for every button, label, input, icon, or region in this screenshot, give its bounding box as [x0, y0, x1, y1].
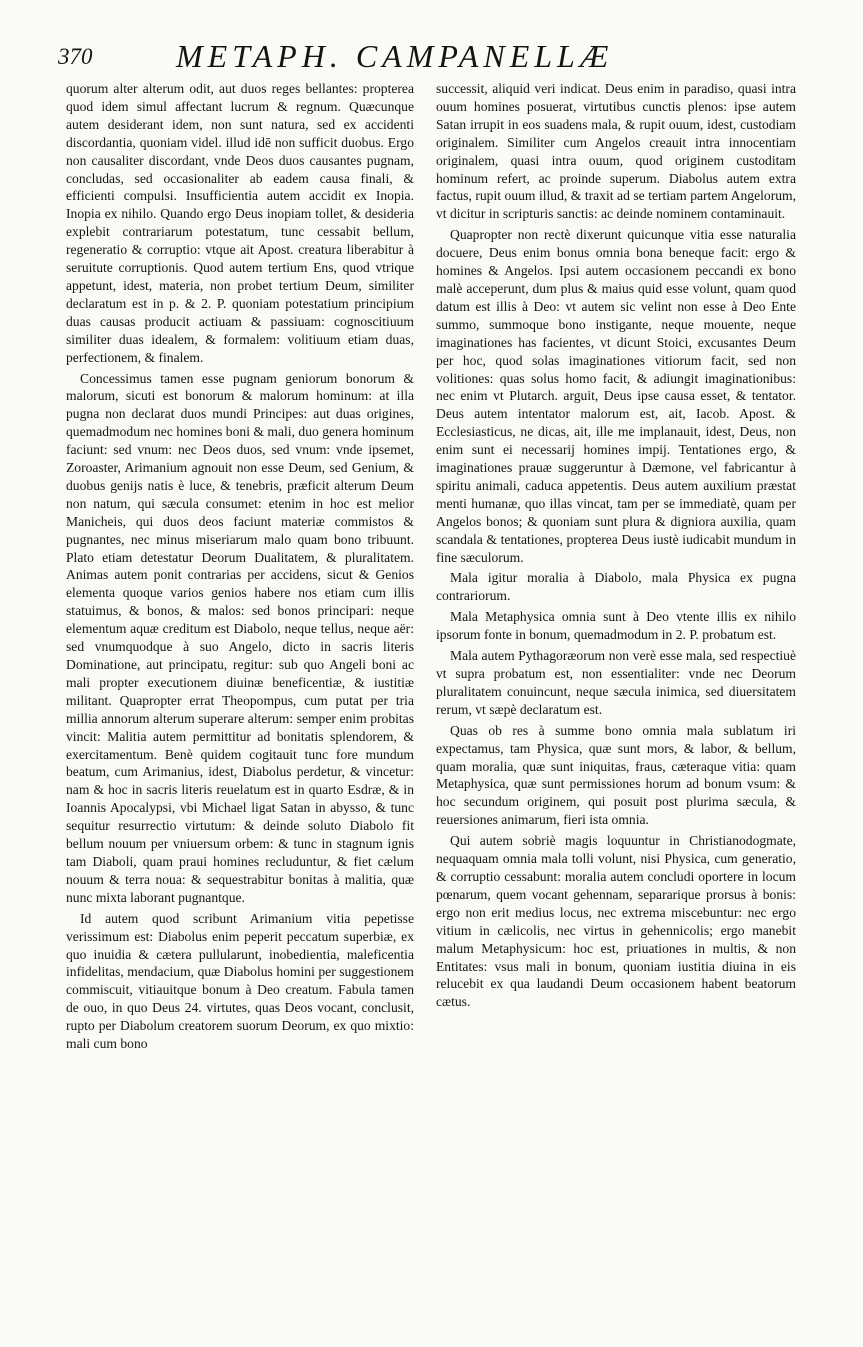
right-text-column	[436, 80, 796, 1292]
paragraph: Qui autem sobriè magis loquuntur in Christianodogmate, nequaquam omnia mala tolli volunt, nisi Physica, cum generatio, & corruptio cessabunt: moralia autem concludi oportere in locum pœnarum, quem vocant gehennam, separarique prorsus à bonis: ergo non erit medius locus, nec extrema miscebuntur: nec ergo vitium in cælicolis, nec virtus in gehennicolis; ergo manebit malum Metaphysicum: hoc est, priuationes in multis, & non Entitates: vsus mali in bonum, quoniam iustitia diuina in eis relucebit ex qua laudandi Deum occasionem habent beatorum cætus.	[436, 833, 796, 1010]
paragraph: Concessimus tamen esse pugnam geniorum bonorum & malorum, sicuti est bonorum & malorum hominum: at illa pugna non declarat duos mundi Principes: aut duas origines, quemadmodum nec homines boni & mali, duo genera hominum faciunt: sed vnum: nec Deos duos, sed vnum: vnde ipsemet, Zoroaster, Arimanium agnouit non esse Deum, sed Genium, & duobus genijs natis è luce, & tenebris, præficit alterum Deum non natum, qui sæcula consumet: etenim in hoc est melior Manicheis, qui duos deos faciunt materiæ commistos & pugnantes, nec minus miseriarum malo quam bono tribuunt. Plato etiam detestatur Deorum Dualitatem, & pluralitatem. Animas autem ponit contrarias per accidens, sicut & Genios elementa quoque varios genios habere nos etiam cum illis statuimus, & bonos, & malos: sed bonos principari: neque elementum aquæ creditum est Diabolo, neque tellus, neque aër: sed vnumquodque à suo Angelo, dicto in sacris literis Dominatione, aut principatu, regitur: sub quo Angeli boni ac mali propter executionem diuinæ beneficentiæ, & iustitiæ militant. Quapropter errat Theopompus, cum putat per tria millia annorum alterum superare alterum: semper enim probitas vincit: Malitia autem permittitur ad bonitatis splendorem, & exercitamentum. Benè quidem cogitauit tunc fore mundum beatum, cum Arimanius, idest, Diabolus perdetur, & vincetur: nam & hoc in sacris literis reuelatum est in quarto Esdræ, & in Ioannis Apocalypsi, vbi Michael ligat Satan in abysso, & tunc sequitur resurrectio virtutum: & deinde soluto Diabolo fit bellum nouum per vniuersum orbem: & tunc in stagnum ignis tam Diaboli, quam praui homines recluduntur, & fiet cælum nouum & terra noua: & sequestrabitur bonitas à malitia, quæ nunc mixta laborant pugnantque.	[66, 370, 414, 905]
paragraph: Quas ob res à summe bono omnia mala sublatum iri expectamus, tam Physica, quæ sunt mors, & labor, & bellum, quam moralia, quæ sunt iniquitas, fraus, cæteraque vitia: quam Metaphysica, quæ sunt permissiones horum ad bonum vsum: & hoc secundum originem, qui posuit post plurima sæcula, & reuersiones animarum, fieri ista omnia.	[436, 722, 796, 828]
paragraph: Mala Metaphysica omnia sunt à Deo vtente illis ex nihilo ipsorum fonte in bonum, quemadmodum in 2. P. probatum est.	[436, 609, 796, 643]
paragraph: quorum alter alterum odit, aut duos reges bellantes: propterea quod idem simul affectant lucrum & regnum. Quæcunque autem desiderant idem, non sunt natura, sed ex accidenti discordantia, quoniam videl. illud idē non sufficit duobus. Ergo non causaliter discordant, vnde Deos duos causantes pugnam, concludas, sed occasionaliter ab eadem causa finali, & efficienti compulsi. Insufficientia autem accidit ex Inopia. Inopia ex nihilo. Quando ergo Deus inopiam tollet, & desideria explebit contrariarum potestatum, tunc cessabit bellum, regeneratio & corruptio: vtque ait Apost. creatura liberabitur à seruitute corruptionis. Quod autem tertium Ens, quod vtrique appetunt, idest, materia, non probet tertium Deum, similiter declaratum est in p. & 2. P. quoniam potestatium principium duas causas producit actiuam & passiuam: cognoscitiuum similiter duas idealem, & formalem: volitiuum etiam duas, perfectionem, & finalem.	[66, 81, 414, 365]
paragraph: successit, aliquid veri indicat. Deus enim in paradiso, quasi intra ouum homines posuerat, virtutibus cunctis plenos: ipse autem Satan irrupit in eos suadens mala, & rupit ouum, idest, custodiam originalem. Similiter cum Angelos creauit intra innocentiam originalem, quasi intra ouum, quod originem custoditam hominum refert, ac proinde superum. Diabolus autem extra factus, rupit ouum illud, & traxit ad se tertiam partem Angelorum, vt dicitur in scripturis sanctis: ac deinde nominem contaminauit.	[436, 81, 796, 222]
left-text-column	[66, 80, 414, 1292]
page-header	[58, 38, 808, 78]
paragraph: Quapropter non rectè dixerunt quicunque vitia esse naturalia docuere, Deus enim bonus omnia bona beneque facit: ergo & homines & Angelos. Ipsi autem occasionem peccandi ex bono malè acceperunt, dum plus & maius quid esse volunt, quam quod datum est illis à Deo: vt autem sic velint non esse à Deo Ente summo, summoque bono instigante, neque mouente, neque imaginationes has facientes, vt dicunt Stoici, excusantes Deum per hoc, quod solas imaginationes vitiorum facit, sed non volitiones: quas solus homo facit, & adiungit imaginationibus: nec enim vt Plutarch. arguit, Deus ipse causa esset, & tentator. Deus autem intentator malorum est, ait, Iacob. Apost. & Ecclesiasticus, ne dicas, ait, ille me implanauit, idest, Deus, non enim sunt ei necessarij homines impij. Tentationes ergo, & imaginationes prauæ suggeruntur à Dæmone, vel fabricantur à spiritu animali, caduca appetentis. Deus autem auxilium præstat menti humanæ, quo illas vincat, tam per se immediatè, quam per Angelos bonos; & quoniam sunt plura & digniora auxilia, quam scandala & tentationes, propterea Deus iustè iudicabit mundum in fine sæculorum.	[436, 227, 796, 565]
running-title: METAPH. CAMPANELLÆ	[176, 38, 614, 74]
paragraph: Mala autem Pythagoræorum non verè esse mala, sed respectiuè vt supra probatum est, non essentialiter: vnde nec Deorum pluralitatem conuincunt, neque sæcula inimica, sed diuersitatem rerum, vt sæpè declaratum est.	[436, 648, 796, 717]
page-number: 370	[58, 44, 93, 69]
paragraph: Id autem quod scribunt Arimanium vitia pepetisse verissimum est: Diabolus enim peperit peccatum superbiæ, ex quo inuidia & cætera pullularunt, inobedientia, maleficentia infidelitas, mendacium, quæ Diabolus homini per suggestionem commiscuit, vitiauitque bonum à Deo creatum. Fabula tamen de ouo, in quo Deus 24. virtutes, quas Deos vocant, conclusit, rupto per Diabolum creatorem suorum Deorum, ex quo mixtio: mali cum bono	[66, 910, 414, 1052]
paragraph: Mala igitur moralia à Diabolo, mala Physica ex pugna contrariorum.	[436, 570, 796, 604]
